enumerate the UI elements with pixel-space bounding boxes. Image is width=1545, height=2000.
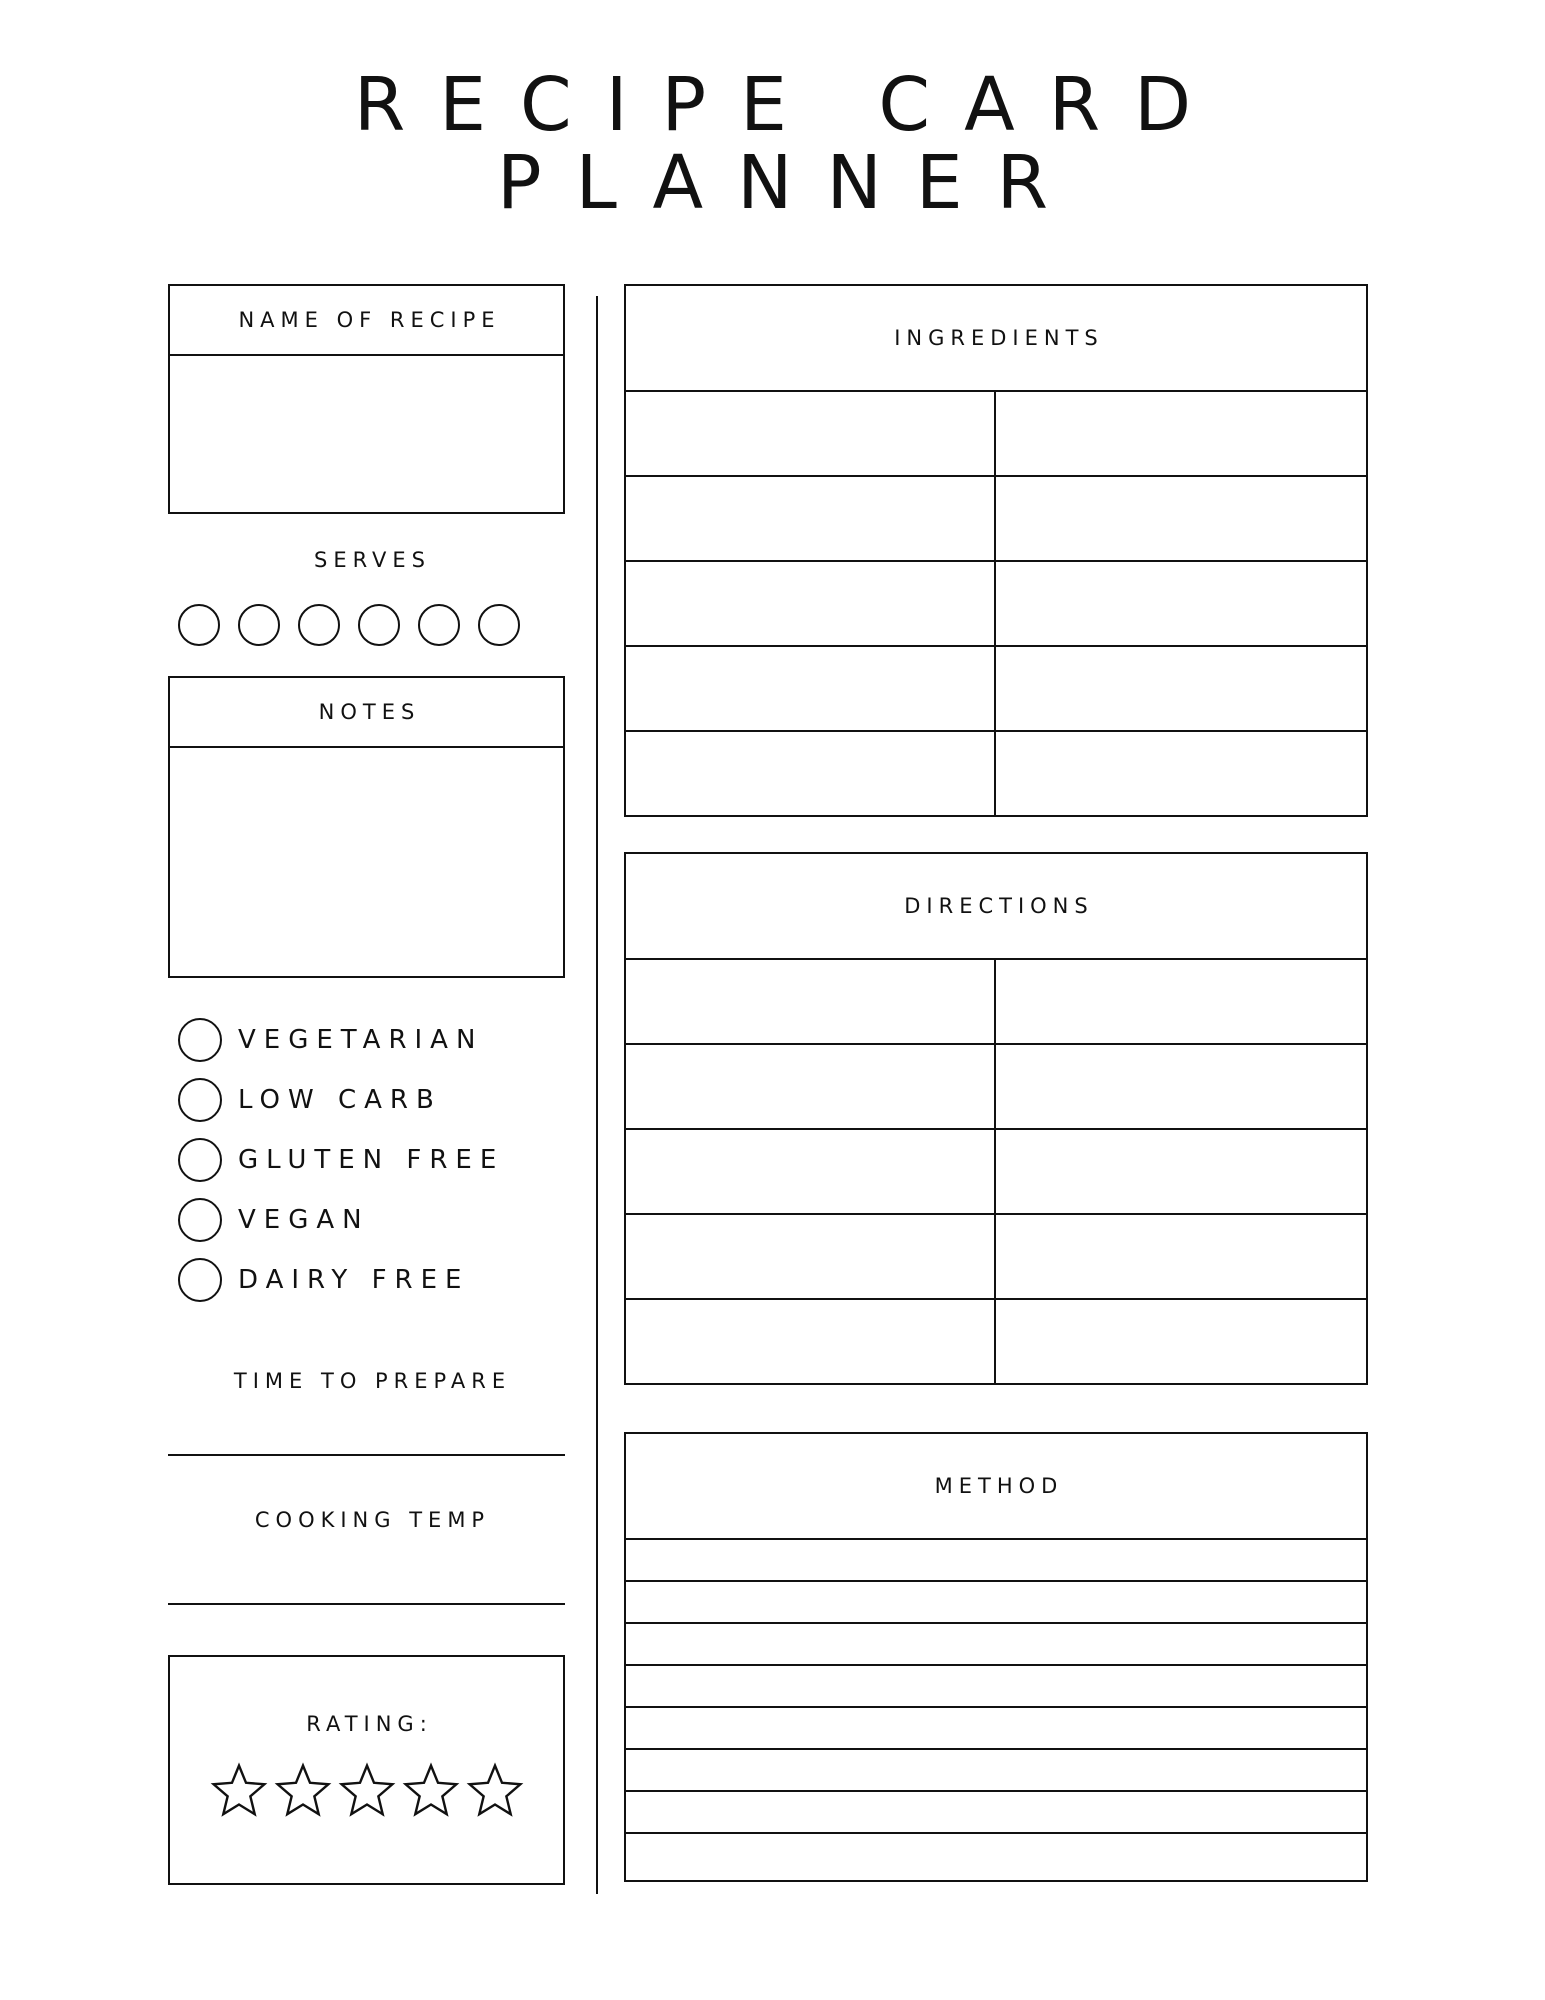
ingredient-cell[interactable] — [996, 647, 1366, 732]
notes-box — [168, 676, 565, 978]
page-title-line-1: RECIPE CARD — [353, 62, 1226, 148]
name-of-recipe-box — [168, 284, 565, 514]
serves-options — [178, 604, 520, 646]
method-line[interactable] — [626, 1540, 1366, 1582]
ingredient-cell[interactable] — [626, 562, 996, 647]
diet-options-list — [178, 1017, 504, 1317]
diet-option-label: VEGAN — [238, 1204, 370, 1235]
ingredient-cell[interactable] — [626, 647, 996, 732]
rating-box — [168, 1655, 565, 1885]
star-icon[interactable] — [338, 1762, 396, 1820]
ingredients-box — [624, 284, 1368, 817]
diet-option-label: GLUTEN FREE — [238, 1144, 505, 1175]
serves-circle-1[interactable] — [178, 604, 220, 646]
direction-cell[interactable] — [626, 1045, 996, 1130]
name-of-recipe-label: NAME OF RECIPE — [170, 286, 563, 356]
diet-checkbox[interactable] — [178, 1258, 222, 1302]
method-lines — [626, 1540, 1366, 1876]
directions-label: DIRECTIONS — [626, 854, 1366, 960]
method-line[interactable] — [626, 1708, 1366, 1750]
method-line[interactable] — [626, 1666, 1366, 1708]
method-line[interactable] — [626, 1834, 1366, 1876]
cooking-temp-line[interactable] — [168, 1603, 565, 1605]
method-line[interactable] — [626, 1582, 1366, 1624]
diet-option-label: DAIRY FREE — [238, 1264, 470, 1295]
method-line[interactable] — [626, 1624, 1366, 1666]
notes-label: NOTES — [170, 678, 563, 748]
diet-checkbox[interactable] — [178, 1018, 222, 1062]
star-icon[interactable] — [466, 1762, 524, 1820]
diet-checkbox[interactable] — [178, 1078, 222, 1122]
star-icon[interactable] — [402, 1762, 460, 1820]
rating-label: RATING: — [306, 1712, 433, 1736]
direction-cell[interactable] — [626, 1300, 996, 1385]
directions-grid — [626, 960, 1366, 1385]
direction-cell[interactable] — [996, 1045, 1366, 1130]
cooking-temp-label: COOKING TEMP — [254, 1508, 491, 1532]
diet-option-label: LOW CARB — [238, 1084, 442, 1115]
rating-stars — [170, 1762, 563, 1820]
diet-option-vegetarian[interactable] — [178, 1017, 504, 1062]
diet-option-label: VEGETARIAN — [238, 1024, 484, 1055]
time-to-prepare-line[interactable] — [168, 1454, 565, 1456]
ingredient-cell[interactable] — [996, 477, 1366, 562]
ingredient-cell[interactable] — [996, 562, 1366, 647]
direction-cell[interactable] — [626, 1215, 996, 1300]
ingredient-cell[interactable] — [626, 477, 996, 562]
method-line[interactable] — [626, 1750, 1366, 1792]
column-divider — [596, 296, 598, 1894]
name-of-recipe-field[interactable] — [170, 356, 563, 512]
ingredients-grid — [626, 392, 1366, 817]
ingredient-cell[interactable] — [996, 392, 1366, 477]
method-label: METHOD — [626, 1434, 1366, 1540]
serves-circle-3[interactable] — [298, 604, 340, 646]
notes-field[interactable] — [170, 748, 563, 976]
page-title-line-2: PLANNER — [496, 140, 1083, 226]
ingredient-cell[interactable] — [626, 392, 996, 477]
method-line[interactable] — [626, 1792, 1366, 1834]
serves-circle-2[interactable] — [238, 604, 280, 646]
star-icon[interactable] — [274, 1762, 332, 1820]
diet-checkbox[interactable] — [178, 1198, 222, 1242]
diet-option-gluten-free[interactable] — [178, 1137, 504, 1182]
diet-option-dairy-free[interactable] — [178, 1257, 504, 1302]
star-icon[interactable] — [210, 1762, 268, 1820]
direction-cell[interactable] — [626, 1130, 996, 1215]
direction-cell[interactable] — [996, 1300, 1366, 1385]
direction-cell[interactable] — [996, 1130, 1366, 1215]
serves-circle-5[interactable] — [418, 604, 460, 646]
diet-option-vegan[interactable] — [178, 1197, 504, 1242]
ingredient-cell[interactable] — [626, 732, 996, 817]
serves-label: SERVES — [313, 548, 431, 572]
diet-checkbox[interactable] — [178, 1138, 222, 1182]
ingredient-cell[interactable] — [996, 732, 1366, 817]
direction-cell[interactable] — [626, 960, 996, 1045]
time-to-prepare-label: TIME TO PREPARE — [233, 1369, 512, 1393]
direction-cell[interactable] — [996, 960, 1366, 1045]
directions-box — [624, 852, 1368, 1385]
ingredients-label: INGREDIENTS — [626, 286, 1366, 392]
diet-option-low-carb[interactable] — [178, 1077, 504, 1122]
serves-circle-4[interactable] — [358, 604, 400, 646]
method-box — [624, 1432, 1368, 1882]
direction-cell[interactable] — [996, 1215, 1366, 1300]
serves-circle-6[interactable] — [478, 604, 520, 646]
